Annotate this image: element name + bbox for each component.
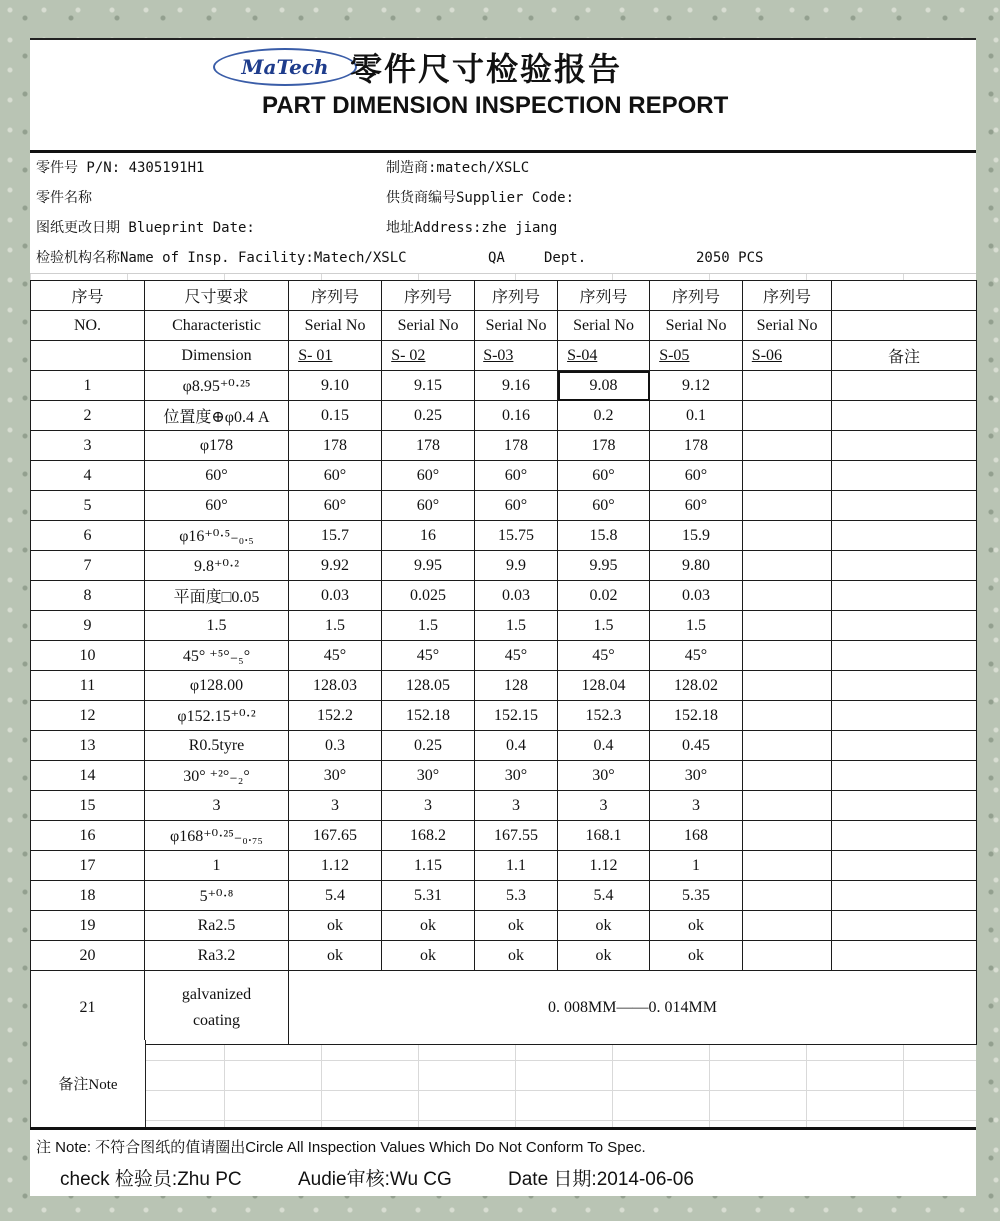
measurement-cell: 3 xyxy=(289,791,382,821)
measurement-cell: 60° xyxy=(475,461,558,491)
measurement-cell: 1.5 xyxy=(475,611,558,641)
measurement-cell: 1.15 xyxy=(382,851,475,881)
measurement-cell: 30° xyxy=(558,761,650,791)
measurement-cell: ok xyxy=(558,941,650,971)
info-row-facility xyxy=(30,243,976,274)
measurement-cell: 128 xyxy=(475,671,558,701)
table-row xyxy=(31,611,977,641)
th-serial-cn: 序列号 xyxy=(558,281,650,311)
measurement-cell: 167.55 xyxy=(475,821,558,851)
measurement-cell: 60° xyxy=(289,461,382,491)
measurement-cell: 0.4 xyxy=(475,731,558,761)
measurement-cell: 1.12 xyxy=(289,851,382,881)
table-row xyxy=(31,791,977,821)
remark-cell xyxy=(832,491,977,521)
measurement-cell: 9.95 xyxy=(558,551,650,581)
measurement-cell: 178 xyxy=(382,431,475,461)
measurement-cell: 60° xyxy=(558,461,650,491)
measurement-cell xyxy=(743,491,832,521)
measurement-cell xyxy=(743,761,832,791)
th-serial-cn: 序列号 xyxy=(743,281,832,311)
measurement-cell: 0.03 xyxy=(650,581,743,611)
row-number: 19 xyxy=(31,911,145,941)
row-number: 3 xyxy=(31,431,145,461)
row-number: 18 xyxy=(31,881,145,911)
remark-cell xyxy=(832,941,977,971)
characteristic-cell: Ra3.2 xyxy=(145,941,289,971)
measurement-cell: 5.4 xyxy=(558,881,650,911)
remark-cell xyxy=(832,851,977,881)
table-row xyxy=(31,461,977,491)
remark-cell xyxy=(832,551,977,581)
table-row xyxy=(31,671,977,701)
measurement-cell: 60° xyxy=(289,491,382,521)
table-row xyxy=(31,941,977,971)
measurement-cell xyxy=(743,851,832,881)
row-number: 16 xyxy=(31,821,145,851)
table-row xyxy=(31,911,977,941)
measurement-cell: 3 xyxy=(475,791,558,821)
measurement-cell: 45° xyxy=(289,641,382,671)
measurement-cell: 9.15 xyxy=(382,371,475,401)
measurement-cell: 0.1 xyxy=(650,401,743,431)
row-number: 1 xyxy=(31,371,145,401)
footer-note: 注 Note: 不符合图纸的值请圈出Circle All Inspection Values Which Do Not Conform To Spec. xyxy=(36,1139,646,1156)
characteristic-cell: 1 xyxy=(145,851,289,881)
measurement-cell: 152.15 xyxy=(475,701,558,731)
th-remark-blank xyxy=(832,281,977,311)
coating-line-2: coating xyxy=(192,1011,241,1029)
characteristic-cell: φ128.00 xyxy=(145,671,289,701)
measurement-cell: 15.7 xyxy=(289,521,382,551)
measurement-cell: 1.5 xyxy=(289,611,382,641)
measurement-cell: 178 xyxy=(475,431,558,461)
measurement-cell xyxy=(743,401,832,431)
characteristic-cell: 45° ⁺⁵°₋₅° xyxy=(145,641,289,671)
measurement-cell xyxy=(743,791,832,821)
manufacturer: 制造商:matech/XSLC xyxy=(386,160,530,176)
measurement-cell: 0.4 xyxy=(558,731,650,761)
measurement-cell xyxy=(743,551,832,581)
measurement-cell: 0.16 xyxy=(475,401,558,431)
measurement-cell: ok xyxy=(475,941,558,971)
th-req-cn: 尺寸要求 xyxy=(145,281,289,311)
measurement-cell: 167.65 xyxy=(289,821,382,851)
row-number: 17 xyxy=(31,851,145,881)
row-number: 2 xyxy=(31,401,145,431)
remark-cell xyxy=(832,761,977,791)
characteristic-cell: 1.5 xyxy=(145,611,289,641)
remark-cell xyxy=(832,371,977,401)
th-sample-3: S-03 xyxy=(475,341,558,371)
part-number: 零件号 P/N: 4305191H1 xyxy=(36,160,205,176)
th-blank xyxy=(31,341,145,371)
measurement-cell: 152.2 xyxy=(289,701,382,731)
inspection-table xyxy=(30,280,977,1045)
measurement-cell: ok xyxy=(382,941,475,971)
remark-cell xyxy=(832,671,977,701)
measurement-cell: 152.18 xyxy=(650,701,743,731)
measurement-cell: 16 xyxy=(382,521,475,551)
qa-label: QA xyxy=(488,250,505,266)
measurement-cell: 152.18 xyxy=(382,701,475,731)
note-label: 备注Note xyxy=(30,1040,146,1127)
characteristic-cell: 30° ⁺²°₋₂° xyxy=(145,761,289,791)
table-row xyxy=(31,431,977,461)
measurement-cell: 3 xyxy=(558,791,650,821)
measurement-cell: 3 xyxy=(382,791,475,821)
table-row xyxy=(31,851,977,881)
th-serial-cn: 序列号 xyxy=(650,281,743,311)
coating-characteristic xyxy=(145,971,289,1045)
measurement-cell: 178 xyxy=(558,431,650,461)
blueprint-date: 图纸更改日期 Blueprint Date: xyxy=(36,220,255,236)
remark-cell xyxy=(832,641,977,671)
measurement-cell: 60° xyxy=(382,461,475,491)
measurement-cell: 1.1 xyxy=(475,851,558,881)
table-row xyxy=(31,581,977,611)
coating-line-1: galvanized xyxy=(181,985,252,1003)
measurement-cell: 30° xyxy=(650,761,743,791)
table-row xyxy=(31,491,977,521)
th-sample-2: S- 02 xyxy=(382,341,475,371)
part-name-label: 零件名称 xyxy=(36,190,92,206)
measurement-cell: 45° xyxy=(650,641,743,671)
measurement-cell: 9.16 xyxy=(475,371,558,401)
measurement-cell: 0.02 xyxy=(558,581,650,611)
remark-cell xyxy=(832,911,977,941)
table-row xyxy=(31,881,977,911)
measurement-cell: 5.4 xyxy=(289,881,382,911)
dept-label: Dept. xyxy=(544,250,587,266)
measurement-cell: 1.12 xyxy=(558,851,650,881)
measurement-cell: 30° xyxy=(475,761,558,791)
characteristic-cell: 60° xyxy=(145,491,289,521)
measurement-cell: ok xyxy=(650,911,743,941)
measurement-cell: 45° xyxy=(382,641,475,671)
measurement-cell: 15.75 xyxy=(475,521,558,551)
info-row-date xyxy=(30,213,976,244)
th-dimension: Dimension xyxy=(145,341,289,371)
measurement-cell: 0.025 xyxy=(382,581,475,611)
measurement-cell: 128.03 xyxy=(289,671,382,701)
measurement-cell: ok xyxy=(382,911,475,941)
row-number: 20 xyxy=(31,941,145,971)
th-serial-cn: 序列号 xyxy=(475,281,558,311)
remark-cell xyxy=(832,821,977,851)
remark-cell xyxy=(832,881,977,911)
measurement-cell xyxy=(743,431,832,461)
measurement-cell: 60° xyxy=(382,491,475,521)
table-row xyxy=(31,521,977,551)
note-area xyxy=(30,1040,976,1127)
remark-cell xyxy=(832,431,977,461)
report-date: Date 日期:2014-06-06 xyxy=(508,1169,694,1190)
remark-cell xyxy=(832,461,977,491)
header-row-3 xyxy=(31,341,977,371)
row-number: 13 xyxy=(31,731,145,761)
th-serial-no: Serial No xyxy=(475,311,558,341)
characteristic-cell: 5⁺⁰·⁸ xyxy=(145,881,289,911)
remark-cell xyxy=(832,581,977,611)
characteristic-cell: φ16⁺⁰·⁵₋₀.₅ xyxy=(145,521,289,551)
measurement-cell: 1.5 xyxy=(650,611,743,641)
info-row-part xyxy=(30,153,976,184)
measurement-cell xyxy=(743,641,832,671)
table-row-coating xyxy=(31,971,977,1045)
measurement-cell xyxy=(743,731,832,761)
measurement-cell: 5.35 xyxy=(650,881,743,911)
table-row xyxy=(31,701,977,731)
measurement-cell: 0.45 xyxy=(650,731,743,761)
measurement-cell: 9.92 xyxy=(289,551,382,581)
th-serial-cn: 序列号 xyxy=(289,281,382,311)
address: 地址Address:zhe jiang xyxy=(386,220,558,236)
report-header xyxy=(30,40,976,152)
characteristic-cell: 3 xyxy=(145,791,289,821)
measurement-cell: 152.3 xyxy=(558,701,650,731)
table-row xyxy=(31,401,977,431)
measurement-cell: 5.3 xyxy=(475,881,558,911)
coating-thickness-range: 0. 008MM——0. 014MM xyxy=(289,971,977,1045)
measurement-cell: 3 xyxy=(650,791,743,821)
table-row xyxy=(31,551,977,581)
measurement-cell: 0.15 xyxy=(289,401,382,431)
characteristic-cell: 60° xyxy=(145,461,289,491)
characteristic-cell: 位置度⊕φ0.4 A xyxy=(145,401,289,431)
th-sample-4: S-04 xyxy=(558,341,650,371)
measurement-cell: 45° xyxy=(558,641,650,671)
remark-cell xyxy=(832,401,977,431)
characteristic-cell: R0.5tyre xyxy=(145,731,289,761)
remark-cell xyxy=(832,791,977,821)
measurement-cell: 168.1 xyxy=(558,821,650,851)
characteristic-cell: φ152.15⁺⁰·² xyxy=(145,701,289,731)
remark-cell xyxy=(832,611,977,641)
row-number: 8 xyxy=(31,581,145,611)
measurement-cell xyxy=(743,461,832,491)
title-english: PART DIMENSION INSPECTION REPORT xyxy=(262,92,729,119)
measurement-cell: ok xyxy=(289,911,382,941)
table-row xyxy=(31,641,977,671)
report-footer xyxy=(30,1127,976,1196)
th-no: NO. xyxy=(31,311,145,341)
row-number: 11 xyxy=(31,671,145,701)
header-row-2 xyxy=(31,311,977,341)
measurement-cell: 9.80 xyxy=(650,551,743,581)
th-seq-cn: 序号 xyxy=(31,281,145,311)
measurement-cell: 9.12 xyxy=(650,371,743,401)
table-row xyxy=(31,371,977,401)
table-row xyxy=(31,761,977,791)
th-sample-5: S-05 xyxy=(650,341,743,371)
measurement-cell xyxy=(743,581,832,611)
measurement-cell: 15.9 xyxy=(650,521,743,551)
row-number: 7 xyxy=(31,551,145,581)
measurement-cell xyxy=(743,821,832,851)
row-number: 9 xyxy=(31,611,145,641)
characteristic-cell: φ178 xyxy=(145,431,289,461)
measurement-cell: 9.08 xyxy=(558,371,650,401)
th-remark-blank xyxy=(832,311,977,341)
measurement-cell: 168 xyxy=(650,821,743,851)
row-number: 12 xyxy=(31,701,145,731)
measurement-cell: 60° xyxy=(475,491,558,521)
measurement-cell: 1.5 xyxy=(558,611,650,641)
th-serial-no: Serial No xyxy=(650,311,743,341)
row-number: 15 xyxy=(31,791,145,821)
measurement-cell: 178 xyxy=(289,431,382,461)
measurement-cell: 128.02 xyxy=(650,671,743,701)
row-number: 5 xyxy=(31,491,145,521)
measurement-cell: 0.25 xyxy=(382,401,475,431)
measurement-cell: ok xyxy=(289,941,382,971)
table-row xyxy=(31,731,977,761)
characteristic-cell: φ8.95⁺⁰·²⁵ xyxy=(145,371,289,401)
measurement-cell: 9.10 xyxy=(289,371,382,401)
auditor: Audie审核:Wu CG xyxy=(298,1169,452,1190)
measurement-cell: 178 xyxy=(650,431,743,461)
row-number: 10 xyxy=(31,641,145,671)
measurement-cell: ok xyxy=(650,941,743,971)
measurement-cell xyxy=(743,521,832,551)
row-number: 14 xyxy=(31,761,145,791)
measurement-cell: 1.5 xyxy=(382,611,475,641)
remark-cell xyxy=(832,521,977,551)
th-serial-no: Serial No xyxy=(289,311,382,341)
measurement-cell: 1 xyxy=(650,851,743,881)
measurement-cell: 0.03 xyxy=(289,581,382,611)
measurement-cell: 9.95 xyxy=(382,551,475,581)
measurement-cell: ok xyxy=(475,911,558,941)
measurement-cell xyxy=(743,671,832,701)
characteristic-cell: Ra2.5 xyxy=(145,911,289,941)
measurement-cell xyxy=(743,701,832,731)
info-row-name xyxy=(30,183,976,214)
measurement-cell: 60° xyxy=(558,491,650,521)
measurement-cell xyxy=(743,941,832,971)
measurement-cell: 168.2 xyxy=(382,821,475,851)
th-sample-6: S-06 xyxy=(743,341,832,371)
th-serial-no: Serial No xyxy=(743,311,832,341)
measurement-cell xyxy=(743,911,832,941)
measurement-cell: 60° xyxy=(650,461,743,491)
measurement-cell: 5.31 xyxy=(382,881,475,911)
measurement-cell xyxy=(743,881,832,911)
measurement-cell: 60° xyxy=(650,491,743,521)
characteristic-cell: 平面度□0.05 xyxy=(145,581,289,611)
th-serial-cn: 序列号 xyxy=(382,281,475,311)
measurement-cell: 128.05 xyxy=(382,671,475,701)
measurement-cell: 0.03 xyxy=(475,581,558,611)
characteristic-cell: 9.8⁺⁰·² xyxy=(145,551,289,581)
inspection-facility: 检验机构名称Name of Insp. Facility:Matech/XSLC xyxy=(36,250,407,266)
th-serial-no: Serial No xyxy=(382,311,475,341)
measurement-cell xyxy=(743,611,832,641)
measurement-cell: 45° xyxy=(475,641,558,671)
th-serial-no: Serial No xyxy=(558,311,650,341)
th-remark: 备注 xyxy=(832,341,977,371)
checker: check 检验员:Zhu PC xyxy=(60,1169,242,1190)
matech-logo: MaTech xyxy=(213,48,357,86)
measurement-cell: 30° xyxy=(382,761,475,791)
remark-cell xyxy=(832,731,977,761)
characteristic-cell: φ168⁺⁰·²⁵₋₀.₇₅ xyxy=(145,821,289,851)
th-characteristic: Characteristic xyxy=(145,311,289,341)
supplier-code: 供货商编号Supplier Code: xyxy=(386,190,575,206)
measurement-cell: 0.25 xyxy=(382,731,475,761)
th-sample-1: S- 01 xyxy=(289,341,382,371)
header-row-1 xyxy=(31,281,977,311)
measurement-cell: 9.9 xyxy=(475,551,558,581)
row-number: 21 xyxy=(31,971,145,1045)
remark-cell xyxy=(832,701,977,731)
measurement-cell: 0.2 xyxy=(558,401,650,431)
row-number: 6 xyxy=(31,521,145,551)
measurement-cell: 0.3 xyxy=(289,731,382,761)
row-number: 4 xyxy=(31,461,145,491)
measurement-cell: 128.04 xyxy=(558,671,650,701)
measurement-cell: 15.8 xyxy=(558,521,650,551)
measurement-cell: ok xyxy=(558,911,650,941)
quantity: 2050 PCS xyxy=(696,250,764,266)
table-row xyxy=(31,821,977,851)
report-sheet xyxy=(30,38,976,1193)
title-chinese: 零件尺寸检验报告 xyxy=(350,50,623,88)
measurement-cell xyxy=(743,371,832,401)
measurement-cell: 30° xyxy=(289,761,382,791)
